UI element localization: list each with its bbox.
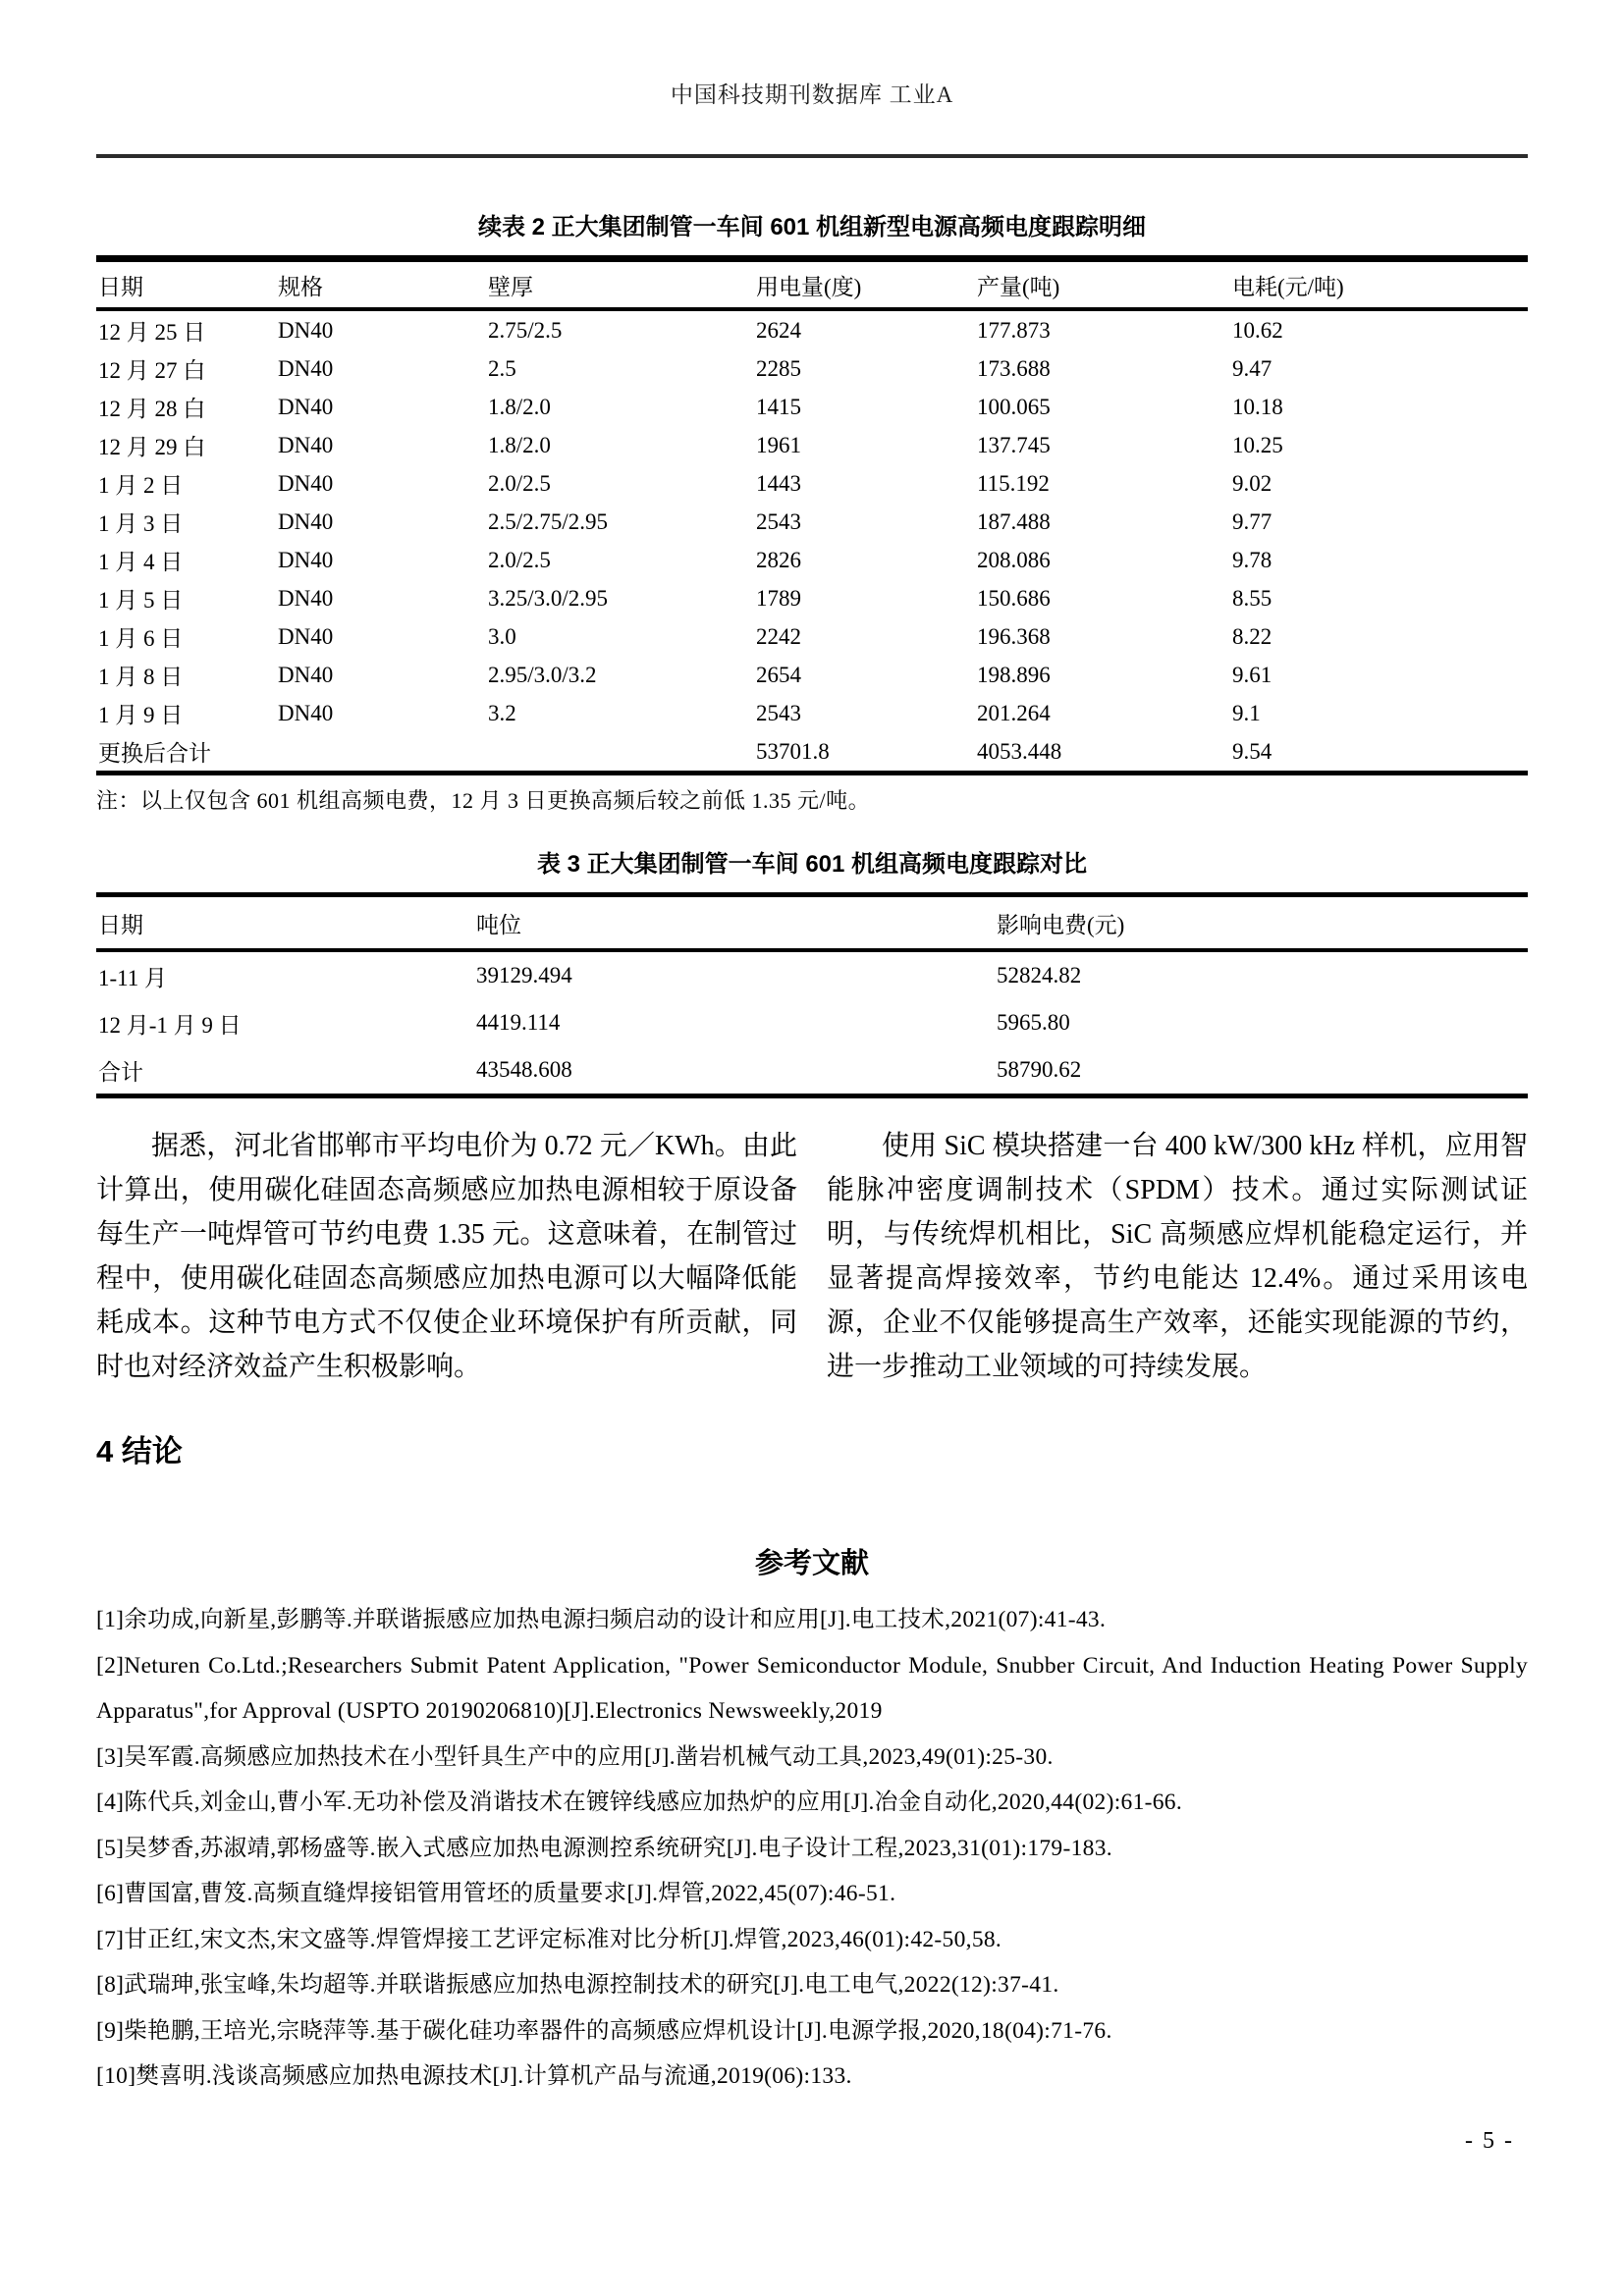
reference-item: [1]余功成,向新星,彭鹏等.并联谐振感应加热电源扫频启动的设计和应用[J].电工技术,2021(07):41-43.: [96, 1607, 1107, 1632]
table-cell: 2.75/2.5: [488, 317, 563, 343]
table-cell: 52824.82: [997, 963, 1082, 988]
reference-item: [4]陈代兵,刘金山,曹小军.无功补偿及消谐技术在镀锌线感应加热炉的应用[J].冶金自动化,2020,44(02):61-66.: [96, 1789, 1183, 1815]
table2-body: [96, 309, 1528, 774]
column-header: 规格: [278, 274, 323, 299]
table-cell: 9.54: [1232, 738, 1272, 764]
journal-header: 中国科技期刊数据库 工业A: [670, 82, 954, 107]
tracking-compare-table: [96, 892, 1528, 1098]
table-cell: 201.264: [977, 700, 1051, 725]
page-number: - 5 -: [1465, 2128, 1514, 2154]
table-cell: DN40: [278, 317, 334, 343]
table-cell: 115.192: [977, 470, 1050, 496]
table-row: [96, 349, 1528, 388]
table2-caption: 续表 2 正大集团制管一车间 601 机组新型电源高频电度跟踪明细: [477, 214, 1147, 240]
table-cell: 10.62: [1232, 317, 1283, 343]
table-cell: DN40: [278, 547, 334, 572]
table-row: [96, 617, 1528, 656]
references-heading: 参考文献: [754, 1548, 869, 1579]
table-cell: DN40: [278, 662, 334, 687]
table-cell: [486, 732, 754, 774]
table-row: [96, 388, 1528, 426]
table-cell: 12 月 25 日: [98, 320, 206, 345]
table-cell: 196.368: [977, 623, 1051, 649]
table-cell: 1 月 4 日: [98, 550, 184, 574]
table-cell: 53701.8: [756, 738, 830, 764]
table3-header: [96, 895, 1528, 951]
table-row: [96, 656, 1528, 694]
table-cell: 4419.114: [476, 1010, 561, 1035]
left-column: [96, 1124, 797, 1389]
column-header: 电耗(元/吨): [1232, 274, 1344, 299]
table-cell: 1-11 月: [98, 965, 168, 990]
table-cell: DN40: [278, 432, 334, 457]
table-cell: 1 月 5 日: [98, 588, 184, 613]
body-paragraph-right: 使用 SiC 模块搭建一台 400 kW/300 kHz 样机，应用智能脉冲密度调制技术（SPDM）技术。通过实际测试证明，与传统焊机相比，SiC 高频感应焊机能稳定运行，并显著提高焊接效率，节约电能达 12.4%。通过采用该电源，企业不仅能够提高生产效率，还能实现能源的节约，进一步推动工业领域的可持续发展。: [827, 1131, 1528, 1382]
table-cell: 12 月-1 月 9 日: [98, 1012, 242, 1038]
column-header: 影响电费(元): [997, 912, 1125, 937]
conclusion-heading: 4 结论: [96, 1434, 183, 1468]
reference-item: [8]武瑞珅,张宝峰,朱均超等.并联谐振感应加热电源控制技术的研究[J].电工电气,2022(12):37-41.: [96, 1972, 1059, 1998]
table-cell: 2826: [756, 547, 801, 572]
table-cell: 12 月 29 白: [98, 435, 206, 459]
table-cell: DN40: [278, 355, 334, 381]
table-cell: 137.745: [977, 432, 1051, 457]
table-cell: 150.686: [977, 585, 1051, 611]
table-cell: DN40: [278, 700, 334, 725]
table-row: [96, 1046, 1528, 1096]
table-row: [96, 541, 1528, 579]
header-divider: [96, 154, 1528, 158]
table-cell: 58790.62: [997, 1057, 1082, 1082]
table-cell: 1443: [756, 470, 801, 496]
column-header: 吨位: [476, 912, 521, 937]
table-cell: 2.5: [488, 355, 516, 381]
table-cell: 208.086: [977, 547, 1051, 572]
table-cell: 更换后合计: [98, 741, 211, 766]
table-cell: DN40: [278, 623, 334, 649]
table-cell: 2.5/2.75/2.95: [488, 508, 609, 534]
table-cell: 10.18: [1232, 394, 1283, 419]
table-cell: 1.8/2.0: [488, 432, 551, 457]
table3-caption: 表 3 正大集团制管一车间 601 机组高频电度跟踪对比: [536, 851, 1088, 878]
table-cell: 3.25/3.0/2.95: [488, 585, 609, 611]
table-cell: 9.61: [1232, 662, 1272, 687]
reference-item: [5]吴梦香,苏淑靖,郭杨盛等.嵌入式感应加热电源测控系统研究[J].电子设计工程,2023,31(01):179-183.: [96, 1835, 1112, 1861]
table-cell: 2543: [756, 700, 801, 725]
table-cell: 2543: [756, 508, 801, 534]
column-header: 壁厚: [488, 274, 533, 299]
table-cell: 1.8/2.0: [488, 394, 551, 419]
table-cell: DN40: [278, 394, 334, 419]
table-cell: 3.2: [488, 700, 516, 725]
table-cell: 1 月 6 日: [98, 626, 184, 651]
table-cell: 187.488: [977, 508, 1051, 534]
table-cell: 177.873: [977, 317, 1051, 343]
table-row: [96, 309, 1528, 349]
table2-header: [96, 259, 1528, 310]
table-cell: 2285: [756, 355, 801, 381]
table-cell: DN40: [278, 470, 334, 496]
table-row: [96, 426, 1528, 464]
table-row: [96, 503, 1528, 541]
table-cell: 100.065: [977, 394, 1051, 419]
reference-item: [3]吴军霞.高频感应加热技术在小型钎具生产中的应用[J].凿岩机械气动工具,2023,49(01):25-30.: [96, 1743, 1054, 1770]
table-row: [96, 579, 1528, 617]
column-header: 日期: [98, 912, 143, 937]
table-cell: 3.0: [488, 623, 516, 649]
right-column: [827, 1124, 1528, 1389]
table-cell: 198.896: [977, 662, 1051, 687]
table-cell: 173.688: [977, 355, 1051, 381]
table-cell: 2.0/2.5: [488, 547, 551, 572]
table-cell: 1415: [756, 394, 801, 419]
table-cell: 1 月 9 日: [98, 703, 184, 727]
table-cell: 2654: [756, 662, 801, 687]
table-cell: 9.02: [1232, 470, 1272, 496]
table-cell: 2242: [756, 623, 801, 649]
table-cell: 8.22: [1232, 623, 1272, 649]
table-cell: 2.95/3.0/3.2: [488, 662, 597, 687]
table-cell: 1789: [756, 585, 801, 611]
table-cell: 9.77: [1232, 508, 1272, 534]
reference-item: [9]柴艳鹏,王培光,宗晓萍等.基于碳化硅功率器件的高频感应焊机设计[J].电源学报,2020,18(04):71-76.: [96, 2017, 1112, 2044]
column-header: 用电量(度): [756, 274, 862, 299]
table-cell: 2624: [756, 317, 801, 343]
column-header: 日期: [98, 274, 143, 299]
body-paragraph-left: 据悉，河北省邯郸市平均电价为 0.72 元／KWh。由此计算出，使用碳化硅固态高频感应加热电源相较于原设备每生产一吨焊管可节约电费 1.35 元。这意味着，在制管过程中，使用碳化硅固态高频感应加热电源可以大幅降低能耗成本。这种节电方式不仅使企业环境保护有所贡献，同时也对经济效益产生积极影响。: [96, 1131, 797, 1382]
tracking-detail-table: [96, 255, 1528, 775]
table3-body: [96, 950, 1528, 1096]
table-cell: 9.1: [1232, 700, 1261, 725]
table-row: [96, 694, 1528, 732]
table-cell: 9.78: [1232, 547, 1272, 572]
table-cell: 43548.608: [476, 1057, 572, 1082]
table-cell: 10.25: [1232, 432, 1283, 457]
table-cell: 1 月 3 日: [98, 511, 184, 536]
table-row: [96, 732, 1528, 774]
table-cell: 39129.494: [476, 963, 572, 988]
table-cell: 2.0/2.5: [488, 470, 551, 496]
table-row: [96, 950, 1528, 999]
table-cell: 1 月 8 日: [98, 665, 184, 689]
column-header: 产量(吨): [977, 274, 1060, 299]
table-cell: DN40: [278, 508, 334, 534]
table2-note: 注：以上仅包含 601 机组高频电费，12 月 3 日更换高频后较之前低 1.35 元/吨。: [96, 788, 871, 813]
reference-item: [2]Neturen Co.Ltd.;Researchers Submit Patent Application, "Power Semiconductor Module, Snubber Circuit, And Induction Heating Power Supply Apparatus",for Approval (USPTO 20190206810)[J].Electronics Newsweekly,2019: [96, 1652, 1528, 1724]
table-row: [96, 999, 1528, 1046]
reference-item: [6]曹国富,曹笈.高频直缝焊接铝管用管坯的质量要求[J].焊管,2022,45(07):46-51.: [96, 1881, 896, 1906]
table-cell: 12 月 28 白: [98, 397, 206, 421]
table-cell: 9.47: [1232, 355, 1272, 381]
table-cell: 8.55: [1232, 585, 1272, 611]
references-list: [96, 1597, 1528, 2100]
table-cell: DN40: [278, 585, 334, 611]
table-cell: 合计: [98, 1059, 143, 1085]
table-cell: 5965.80: [997, 1010, 1070, 1035]
table-cell: [276, 732, 486, 774]
table-row: [96, 464, 1528, 503]
table-cell: 4053.448: [977, 738, 1062, 764]
body-columns: [96, 1124, 1528, 1389]
reference-item: [10]樊喜明.浅谈高频感应加热电源技术[J].计算机产品与流通,2019(06):133.: [96, 2063, 852, 2089]
reference-item: [7]甘正红,宋文杰,宋文盛等.焊管焊接工艺评定标准对比分析[J].焊管,2023,46(01):42-50,58.: [96, 1926, 1002, 1952]
table-cell: 12 月 27 白: [98, 358, 206, 383]
table-cell: 1 月 2 日: [98, 473, 184, 498]
table-cell: 1961: [756, 432, 801, 457]
